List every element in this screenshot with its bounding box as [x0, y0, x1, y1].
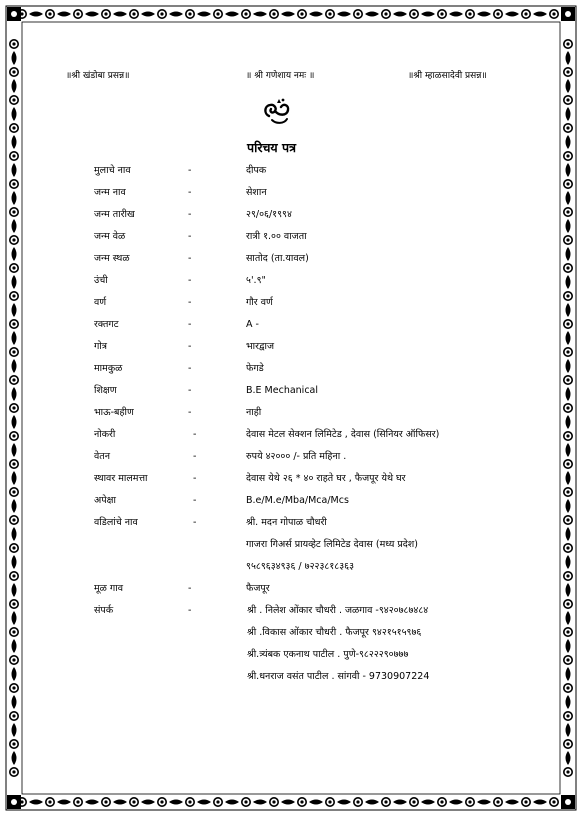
- field-value: ९५८९६३४९३६ / ७२२३८१८३६३: [246, 561, 355, 572]
- border-ornament: [328, 800, 331, 803]
- border-ornament: [160, 800, 163, 803]
- field-value: रात्री १.०० वाजता: [246, 231, 307, 242]
- border-ornament: [244, 12, 247, 15]
- ganesha-emblem-icon: [260, 96, 294, 126]
- border-ornament: [566, 350, 569, 353]
- border-ornament: [48, 800, 51, 803]
- page-title: परिचय पत्र: [247, 140, 296, 155]
- border-ornament: [12, 359, 17, 373]
- border-ornament: [566, 630, 569, 633]
- border-ornament: [253, 800, 267, 805]
- field-separator: -: [188, 297, 192, 308]
- field-label: मामकुळ: [94, 363, 123, 374]
- field-separator: -: [188, 319, 192, 330]
- field-value: फेगडे: [246, 363, 264, 374]
- border-ornament: [566, 275, 571, 289]
- border-ornament: [566, 667, 571, 681]
- border-ornament: [566, 490, 569, 493]
- field-separator: -: [193, 451, 197, 462]
- border-ornament: [12, 247, 17, 261]
- field-separator: -: [188, 583, 192, 594]
- border-ornament: [566, 70, 569, 73]
- border-ornament: [468, 12, 471, 15]
- border-ornament: [566, 639, 571, 653]
- field-separator: -: [188, 187, 192, 198]
- header-left-blessing: ॥श्री खंडोबा प्रसन्न॥: [66, 71, 130, 81]
- border-ornament: [12, 714, 15, 717]
- border-ornament: [566, 219, 571, 233]
- border-ornament: [552, 12, 555, 15]
- border-ornament: [225, 800, 239, 805]
- border-ornament: [566, 266, 569, 269]
- border-ornament: [505, 800, 519, 805]
- border-ornament: [11, 11, 17, 17]
- border-ornament: [566, 770, 569, 773]
- field-label: जन्म स्थळ: [94, 253, 130, 264]
- field-separator: -: [193, 473, 197, 484]
- border-ornament: [12, 42, 15, 45]
- border-ornament: [12, 723, 17, 737]
- border-ornament: [566, 602, 569, 605]
- border-ornament: [477, 800, 491, 805]
- border-ornament: [566, 695, 571, 709]
- border-ornament: [356, 12, 359, 15]
- border-ornament: [566, 210, 569, 213]
- header-right-blessing: ॥श्री म्हाळसादेवी प्रसन्न॥: [408, 71, 487, 81]
- field-value: दीपक: [246, 165, 267, 176]
- field-label: अपेक्षा: [94, 495, 116, 506]
- border-ornament: [253, 12, 267, 17]
- border-ornament: [440, 800, 443, 803]
- border-ornament: [272, 12, 275, 15]
- field-separator: -: [193, 429, 197, 440]
- border-ornament: [12, 490, 15, 493]
- field-value: सेशान: [246, 187, 267, 198]
- field-label: भाऊ-बहीण: [94, 407, 134, 418]
- border-ornament: [566, 322, 569, 325]
- field-value: देवास येथे २६ * ४० राहते घर , फैजपूर येथे घर: [246, 473, 406, 484]
- border-ornament: [566, 42, 569, 45]
- border-ornament: [566, 79, 571, 93]
- border-ornament: [12, 275, 17, 289]
- border-ornament: [566, 238, 569, 241]
- border-ornament: [141, 12, 155, 17]
- field-value: रुपये ४२००० /- प्रति महिना .: [246, 451, 347, 462]
- border-ornament: [505, 12, 519, 17]
- border-ornament: [412, 12, 415, 15]
- border-ornament: [12, 443, 17, 457]
- border-ornament: [169, 12, 183, 17]
- field-label: जन्म नाव: [94, 187, 126, 198]
- border-ornament: [12, 406, 15, 409]
- field-value: A -: [246, 319, 259, 330]
- header-center-blessing: ॥ श्री गणेशाय नमः ॥: [246, 71, 315, 81]
- border-ornament: [365, 12, 379, 17]
- field-label: जन्म वेळ: [94, 231, 126, 242]
- border-ornament: [12, 611, 17, 625]
- field-value: श्री. मदन गोपाळ चौधरी: [246, 517, 327, 528]
- border-ornament: [566, 406, 569, 409]
- border-ornament: [309, 800, 323, 805]
- border-ornament: [57, 12, 71, 17]
- border-ornament: [11, 799, 17, 805]
- border-ornament: [12, 462, 15, 465]
- border-ornament: [113, 12, 127, 17]
- border-ornament: [300, 800, 303, 803]
- border-ornament: [12, 658, 15, 661]
- border-ornament: [12, 294, 15, 297]
- border-ornament: [566, 126, 569, 129]
- border-ornament: [337, 800, 351, 805]
- border-ornament: [244, 800, 247, 803]
- border-ornament: [12, 667, 17, 681]
- border-ornament: [566, 247, 571, 261]
- border-ornament: [12, 602, 15, 605]
- border-ornament: [566, 443, 571, 457]
- border-ornament: [12, 51, 17, 65]
- border-ornament: [12, 387, 17, 401]
- border-ornament: [12, 527, 17, 541]
- field-separator: -: [188, 605, 192, 616]
- border-ornament: [188, 800, 191, 803]
- field-label: रक्तगट: [94, 319, 119, 330]
- border-ornament: [566, 714, 569, 717]
- border-ornament: [76, 800, 79, 803]
- border-ornament: [12, 98, 15, 101]
- border-ornament: [132, 800, 135, 803]
- border-ornament: [356, 800, 359, 803]
- border-ornament: [477, 12, 491, 17]
- border-ornament: [566, 182, 569, 185]
- border-ornament: [524, 800, 527, 803]
- border-ornament: [566, 359, 571, 373]
- border-ornament: [566, 583, 571, 597]
- border-ornament: [309, 12, 323, 17]
- border-ornament: [566, 742, 569, 745]
- border-ornament: [384, 12, 387, 15]
- border-ornament: [29, 800, 43, 805]
- border-ornament: [496, 800, 499, 803]
- border-ornament: [12, 238, 15, 241]
- border-ornament: [566, 546, 569, 549]
- border-ornament: [188, 12, 191, 15]
- border-ornament: [468, 800, 471, 803]
- border-ornament: [12, 331, 17, 345]
- border-ornament: [421, 800, 435, 805]
- border-ornament: [566, 462, 569, 465]
- field-label: मूळ गाव: [94, 583, 124, 594]
- field-value: देवास मेटल सेक्शन लिमिटेड , देवास (सिनियर ऑफिसर): [246, 429, 440, 440]
- border-ornament: [29, 12, 43, 17]
- border-ornament: [524, 12, 527, 15]
- border-ornament: [57, 800, 71, 805]
- border-ornament: [85, 12, 99, 17]
- border-ornament: [566, 163, 571, 177]
- border-ornament: [566, 471, 571, 485]
- border-ornament: [48, 12, 51, 15]
- field-separator: -: [188, 407, 192, 418]
- border-ornament: [12, 107, 17, 121]
- field-value: B.e/M.e/Mba/Mca/Mcs: [246, 495, 349, 506]
- border-ornament: [566, 303, 571, 317]
- border-ornament: [281, 12, 295, 17]
- border-ornament: [12, 191, 17, 205]
- border-ornament: [393, 12, 407, 17]
- field-value: २९/०६/१९९४: [246, 209, 292, 220]
- border-ornament: [300, 12, 303, 15]
- border-ornament: [12, 555, 17, 569]
- border-ornament: [12, 770, 15, 773]
- border-ornament: [566, 387, 571, 401]
- border-ornament: [12, 79, 17, 93]
- border-ornament: [12, 154, 15, 157]
- field-separator: -: [188, 385, 192, 396]
- border-ornament: [272, 800, 275, 803]
- border-ornament: [533, 800, 547, 805]
- border-ornament: [566, 191, 571, 205]
- border-ornament: [12, 163, 17, 177]
- border-ornament: [225, 12, 239, 17]
- border-ornament: [552, 800, 555, 803]
- border-ornament: [412, 800, 415, 803]
- border-ornament: [281, 800, 295, 805]
- field-label: नोकरी: [94, 429, 116, 440]
- border-ornament: [566, 574, 569, 577]
- border-ornament: [12, 583, 17, 597]
- border-ornament: [566, 51, 571, 65]
- field-separator: -: [188, 231, 192, 242]
- border-ornament: [421, 12, 435, 17]
- field-value: B.E Mechanical: [246, 385, 319, 396]
- border-ornament: [566, 555, 571, 569]
- border-ornament: [566, 434, 569, 437]
- field-value: ५'.९": [246, 275, 266, 286]
- field-value: सातोद (ता.यावल): [246, 253, 309, 264]
- border-ornament: [12, 322, 15, 325]
- border-ornament: [565, 11, 571, 17]
- border-ornament: [12, 686, 15, 689]
- field-separator: -: [193, 495, 197, 506]
- field-separator: -: [188, 209, 192, 220]
- border-ornament: [566, 154, 569, 157]
- border-ornament: [566, 686, 569, 689]
- field-label: गोत्र: [94, 341, 108, 352]
- field-separator: -: [188, 253, 192, 264]
- border-ornament: [141, 800, 155, 805]
- border-ornament: [566, 378, 569, 381]
- field-separator: -: [193, 517, 197, 528]
- border-ornament: [384, 800, 387, 803]
- border-ornament: [12, 219, 17, 233]
- border-ornament: [12, 350, 15, 353]
- border-ornament: [566, 331, 571, 345]
- field-value: नाही: [246, 407, 262, 418]
- border-ornament: [449, 12, 463, 17]
- border-ornament: [566, 658, 569, 661]
- field-separator: -: [188, 341, 192, 352]
- field-label: स्थावर मालमत्ता: [94, 473, 148, 484]
- field-value: फैजपूर: [246, 583, 270, 594]
- border-ornament: [216, 800, 219, 803]
- border-ornament: [76, 12, 79, 15]
- border-ornament: [12, 434, 15, 437]
- border-ornament: [216, 12, 219, 15]
- field-label: उंची: [94, 275, 108, 286]
- border-ornament: [566, 107, 571, 121]
- border-ornament: [12, 135, 17, 149]
- border-ornament: [12, 70, 15, 73]
- border-ornament: [12, 518, 15, 521]
- border-ornament: [12, 303, 17, 317]
- field-label: जन्म तारीख: [94, 209, 135, 220]
- border-ornament: [533, 12, 547, 17]
- border-ornament: [566, 723, 571, 737]
- border-ornament: [12, 182, 15, 185]
- field-label: वेतन: [94, 451, 110, 462]
- field-label: संपर्क: [94, 605, 114, 616]
- border-ornament: [12, 415, 17, 429]
- border-ornament: [197, 12, 211, 17]
- border-ornament: [566, 135, 571, 149]
- border-ornament: [169, 800, 183, 805]
- border-ornament: [6, 6, 576, 810]
- field-separator: -: [188, 363, 192, 374]
- border-ornament: [132, 12, 135, 15]
- border-ornament: [565, 799, 571, 805]
- border-ornament: [12, 471, 17, 485]
- border-ornament: [12, 210, 15, 213]
- border-ornament: [328, 12, 331, 15]
- border-ornament: [566, 98, 569, 101]
- field-label: मुलाचे नाव: [94, 165, 131, 176]
- border-ornament: [566, 294, 569, 297]
- border-ornament: [393, 800, 407, 805]
- border-ornament: [337, 12, 351, 17]
- field-label: वडिलांचे नाव: [94, 517, 138, 528]
- border-ornament: [12, 499, 17, 513]
- border-ornament: [85, 800, 99, 805]
- border-ornament: [104, 12, 107, 15]
- border-ornament: [12, 639, 17, 653]
- field-label: शिक्षण: [94, 385, 117, 396]
- border-ornament: [12, 574, 15, 577]
- border-ornament: [12, 266, 15, 269]
- field-separator: -: [188, 275, 192, 286]
- border-ornament: [365, 800, 379, 805]
- border-ornament: [12, 378, 15, 381]
- field-value: श्री . निलेश ओंकार चौधरी . जळगाव -९४२०७८७४८४: [247, 605, 429, 616]
- border-ornament: [566, 527, 571, 541]
- border-ornament: [12, 630, 15, 633]
- border-ornament: [104, 800, 107, 803]
- border-ornament: [566, 751, 571, 765]
- border-ornament: [12, 742, 15, 745]
- border-ornament: [440, 12, 443, 15]
- border-ornament: [12, 546, 15, 549]
- field-label: वर्ण: [94, 297, 107, 308]
- field-value: गौर वर्ण: [246, 297, 273, 308]
- border-ornament: [449, 800, 463, 805]
- field-value: गाजरा गिअर्स प्रायव्हेट लिमिटेड देवास (मध्य प्रदेश): [246, 539, 418, 550]
- border-ornament: [566, 611, 571, 625]
- border-ornament: [566, 415, 571, 429]
- field-separator: -: [188, 165, 192, 176]
- border-ornament: [160, 12, 163, 15]
- field-value: श्री.त्र्यंबक एकनाथ पाटील . पुणे-९८२२२९०७७७: [247, 649, 409, 660]
- field-value: भारद्वाज: [246, 341, 274, 352]
- border-ornament: [496, 12, 499, 15]
- border-ornament: [12, 695, 17, 709]
- border-ornament: [566, 518, 569, 521]
- border-ornament: [566, 499, 571, 513]
- field-value: श्री.धनराज वसंत पाटील . सांगवी - 9730907224: [247, 671, 430, 682]
- field-value: श्री .विकास ओंकार चौधरी . फैजपूर ९४२१५१५९७६: [247, 627, 422, 638]
- border-ornament: [113, 800, 127, 805]
- border-ornament: [197, 800, 211, 805]
- border-ornament: [12, 751, 17, 765]
- border-ornament: [12, 126, 15, 129]
